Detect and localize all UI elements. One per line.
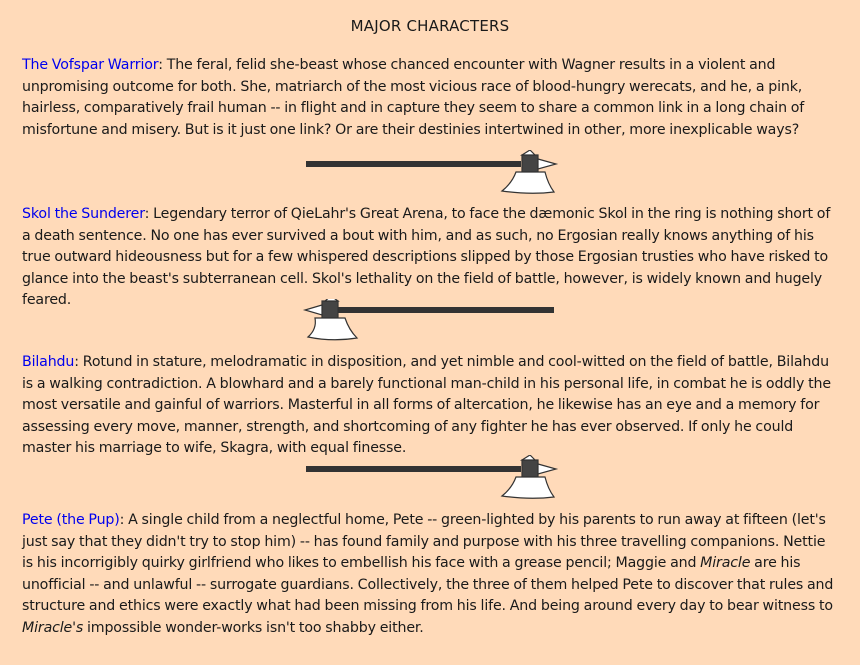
character-link-pete-the-pup[interactable]: Pete (the Pup)	[22, 512, 120, 528]
character-description: : Legendary terror of QieLahr's Great Arena, to face the dæmonic Skol in the ring is nothing short of a death sentence. No one has ever survived a bout with him, and as such, no Ergosian really knows anything of his true outward hideousness but for a few whispered descriptions slipped by those Ergosian trusties who have risked to glance into the beast's subterranean cell. Skol's lethality on the field of battle, however, is widely known and hugely feared.	[22, 206, 831, 309]
character-description: : A single child from a neglectful home, Pete -- green-lighted by his parents to run away at fifteen (let's just say that they didn't try to stop him) -- has found family and purpose with his three travelling companions. Nettie is his incorrigibly quirky girlfriend who likes to embellish his face with a grease pencil; Maggie and	[22, 512, 826, 572]
character-entry-pete-the-pup	[22, 510, 838, 640]
italic-title: Miracle	[700, 555, 751, 572]
character-description: : The feral, felid she-beast whose chanced encounter with Wagner results in a violent and unpromising outcome for both. She, matriarch of the most vicious race of blood-hungry werecats, and he, a pink, hairless, comparatively frail human -- in flight and in capture they seem to share a common link in a long chain of misfortune and misery. But is it just one link? Or are their destinies intertwined in other, more inexplicable ways?	[22, 57, 805, 138]
character-link-bilahdu[interactable]: Bilahdu	[22, 354, 75, 370]
page-title: MAJOR CHARACTERS	[350, 17, 510, 35]
character-description: : Rotund in stature, melodramatic in disposition, and yet nimble and cool-witted on the field of battle, Bilahdu is a walking contradiction. A blowhard and a barely functional man-child in his personal life, in combat he is oddly the most versatile and gainful of warriors. Masterful in all forms of altercation, he likewise has an eye and a memory for assessing every move, manner, strength, and shortcoming of any fighter he has ever observed. If only he could master his marriage to wife, Skagra, with equal finesse.	[22, 354, 831, 457]
axe-divider-icon	[0, 150, 860, 200]
character-entry-vofspar-warrior	[22, 55, 838, 141]
character-link-vofspar-warrior[interactable]: The Vofspar Warrior	[22, 57, 159, 73]
character-entry-bilahdu	[22, 352, 838, 460]
character-description: are his unofficial -- and unlawful -- surrogate guardians. Collectively, the three of them helped Pete to discover that rules and structure and ethics were exactly what had been missing from his life. And being around every day to bear witness to	[22, 555, 834, 615]
character-entry-skol-the-sunderer	[22, 204, 838, 312]
italic-title: Miracle's	[22, 619, 84, 636]
axe-divider-icon	[0, 455, 860, 505]
axe-divider-icon	[0, 299, 860, 349]
character-description: impossible wonder-works isn't too shabby either.	[83, 619, 424, 636]
character-link-skol-the-sunderer[interactable]: Skol the Sunderer	[22, 206, 145, 222]
